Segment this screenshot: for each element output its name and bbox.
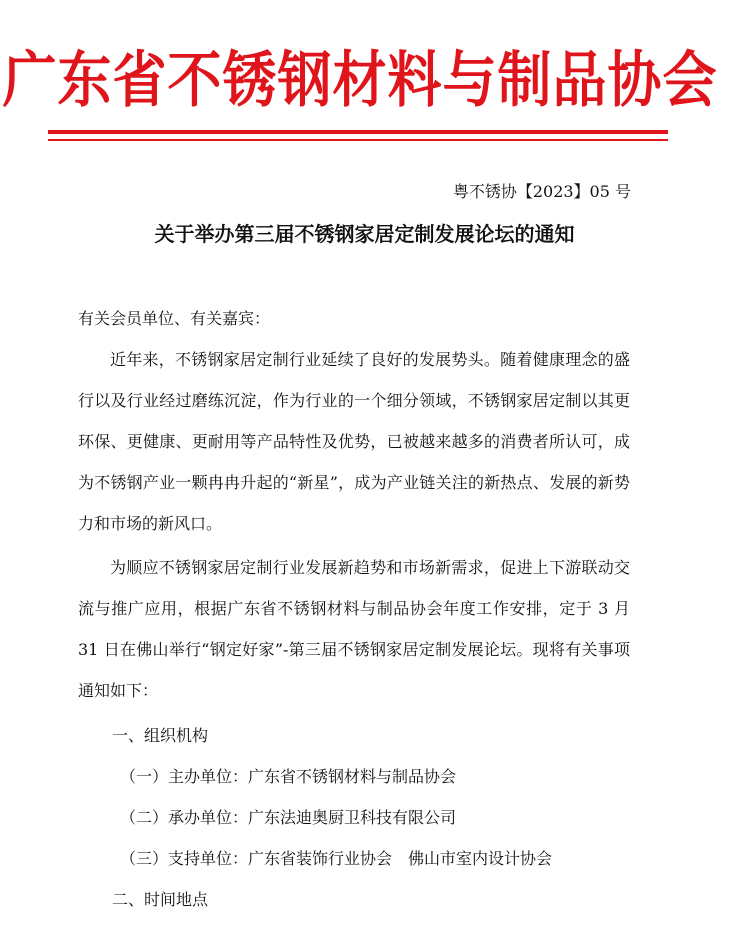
letterhead [2,30,718,120]
organizer-item: （一）主办单位：广东省不锈钢材料与制品协会 [120,767,457,786]
salutation: 有关会员单位、有关嘉宾： [78,309,271,328]
letterhead-organization-name: 广东省不锈钢材料与制品协会 [2,44,718,115]
section-heading-organization: 一、组织机构 [112,726,209,745]
supporter-item: （三）支持单位：广东省装饰行业协会 佛山市室内设计协会 [120,849,553,868]
letterhead-rule-thin [48,139,668,141]
co-organizer-item: （二）承办单位：广东法迪奥厨卫科技有限公司 [120,808,457,827]
body-paragraph: 为顺应不锈钢家居定制行业发展新趋势和市场新需求，促进上下游联动交流与推广应用，根据广东省不锈钢材料与制品协会年度工作安排，定于 3 月 31 日在佛山举行“钢定好家”-第三届不锈钢家居定制发展论坛。现将有关事项通知如下： [78,558,630,700]
document-number: 粤不锈协【2023】05 号 [452,182,631,201]
section-heading-time-place: 二、时间地点 [112,890,209,909]
document-title: 关于举办第三届不锈钢家居定制发展论坛的通知 [154,222,575,246]
letterhead-rule-thick [48,130,668,134]
body-paragraph: 近年来，不锈钢家居定制行业延续了良好的发展势头。随着健康理念的盛行以及行业经过磨练沉淀，作为行业的一个细分领域，不锈钢家居定制以其更环保、更健康、更耐用等产品特性及优势，已被越来越多的消费者所认可，成为不锈钢产业一颗冉冉升起的“新星”，成为产业链关注的新热点、发展的新势力和市场的新风口。 [78,350,630,533]
